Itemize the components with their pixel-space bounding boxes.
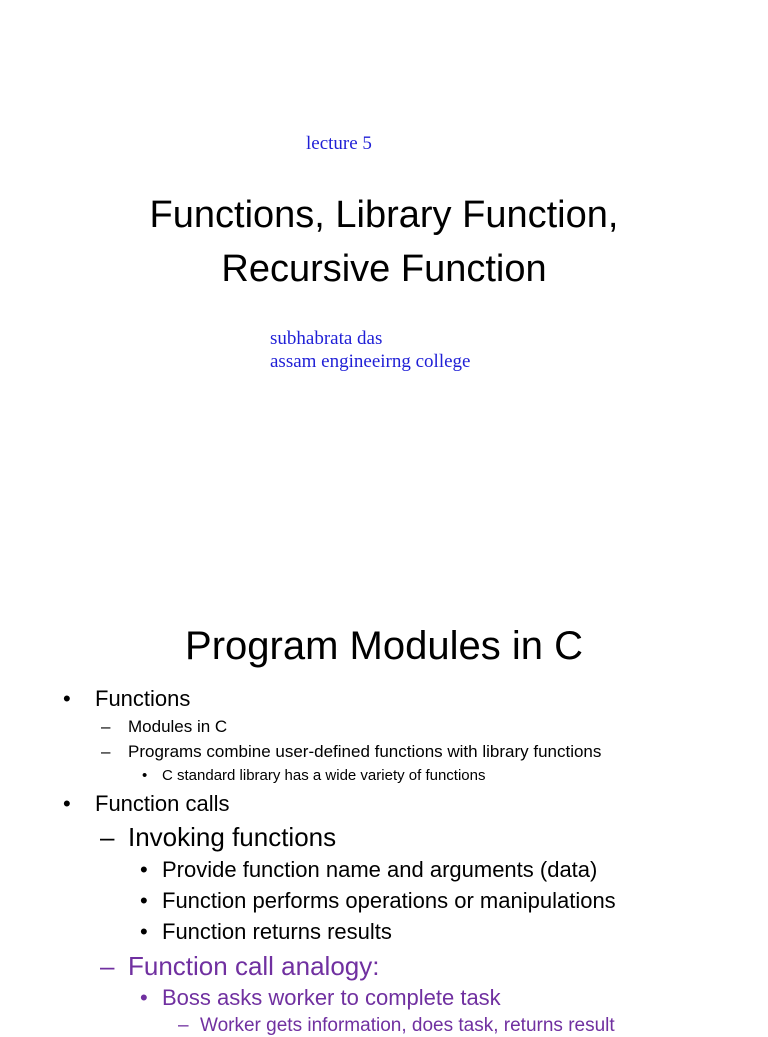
bullet-marker: •	[63, 791, 71, 816]
bullet-text: Function calls	[95, 791, 230, 816]
subbullet-invoking-functions	[100, 821, 337, 853]
author-name: subhabrata das	[270, 328, 383, 349]
subsubbullet-performs-operations	[140, 887, 616, 915]
dash-marker: –	[100, 822, 115, 852]
author-college: assam engineeirng college	[270, 351, 471, 372]
bullet-text: Invoking functions	[128, 822, 337, 852]
slide-heading: Program Modules in C	[185, 624, 583, 668]
subbullet-modules-in-c	[101, 716, 228, 738]
dash-marker: –	[101, 742, 111, 761]
bullet-text: Functions	[95, 686, 191, 711]
bullet-marker: •	[140, 888, 148, 913]
program-modules-slide	[0, 584, 768, 1036]
bullet-text: Function call analogy:	[128, 951, 380, 981]
dash-marker: –	[101, 717, 111, 736]
subsubbullet-provide-name	[140, 856, 598, 884]
bullet-text: Worker gets information, does task, returns result	[200, 1015, 615, 1036]
subsubbullet-boss-asks	[140, 984, 501, 1012]
subsubbullet-c-standard-library	[142, 766, 486, 786]
subsubsubbullet-worker-gets	[178, 1015, 615, 1037]
bullet-text: Provide function name and arguments (data)	[162, 857, 598, 882]
dash-marker: –	[178, 1015, 189, 1036]
bullet-text: Boss asks worker to complete task	[162, 985, 501, 1010]
bullet-marker: •	[140, 919, 148, 944]
bullet-text: C standard library has a wide variety of functions	[162, 767, 486, 784]
subbullet-call-analogy	[100, 950, 380, 982]
bullet-functions	[63, 685, 191, 713]
author-block	[270, 327, 470, 373]
bullet-marker: •	[142, 767, 148, 784]
bullet-text: Programs combine user-defined functions with library functions	[128, 742, 602, 761]
deck-title	[0, 188, 768, 296]
deck-title-line-2: Recursive Function	[221, 248, 547, 290]
dash-marker: –	[100, 951, 115, 981]
bullet-text: Function returns results	[162, 919, 392, 944]
lecture-number: lecture 5	[306, 133, 372, 154]
bullet-text: Function performs operations or manipulations	[162, 888, 616, 913]
subbullet-programs-combine	[101, 741, 602, 763]
deck-title-line-1: Functions, Library Function,	[149, 194, 619, 236]
bullet-marker: •	[63, 686, 71, 711]
bullet-marker: •	[140, 857, 148, 882]
subsubbullet-returns-results	[140, 918, 392, 946]
bullet-marker: •	[140, 985, 148, 1010]
bullet-text: Modules in C	[128, 717, 228, 736]
bullet-function-calls	[63, 790, 230, 818]
